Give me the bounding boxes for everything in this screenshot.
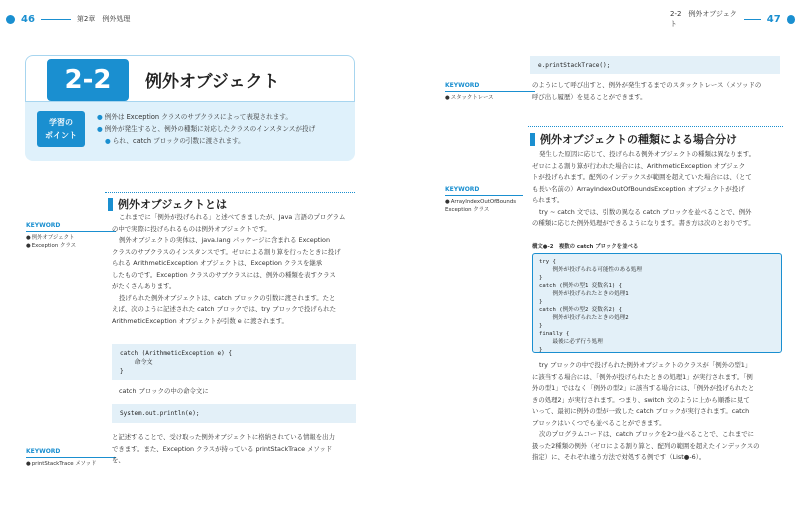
body-paragraph-3: 発生した原因に応じて、投げられる例外オブジェクトの種類は異なります。 ゼロによる割り算が行われた場合には、ArithmeticException オブジェク トが投げられます。配列のインデックスが範囲を超えていた場合には、（とて も長い名前の）ArrayIndexOutOfBoundsException オブジェクトが投げ られます。 try ~ catch 文では、引数の異なる catch ブロックを並べることで、例外 の種類に応じた例外処理ができるようになります。書き方は次のとおりです。 xyxy=(532,150,756,227)
point-item: ● 例外は Exception クラスのサブクラスによって表現されます。 xyxy=(97,111,347,123)
right-page xyxy=(400,0,800,505)
keyword-box-2: KEYWORD ● printStackTrace メソッド xyxy=(26,448,116,468)
body-text-catch: catch ブロックの中の命令文に xyxy=(119,387,209,395)
heading-exception-object: 例外オブジェクトとは xyxy=(108,196,227,212)
section-ref-label: 2-2 例外オブジェクト xyxy=(669,10,737,28)
syntax-listing: try { 例外が投げられる可能性のある処理 } catch (例外の型1 変数名1) { 例外が投げられたときの処理1 } catch (例外の型2 変数名2) { 例外が投げられたときの処理2 } finally { 最後に必ず行う処理 } xyxy=(532,253,782,353)
chapter-label: 第2章 例外処理 xyxy=(76,15,131,23)
keyword-box-4: KEYWORD ● ArrayIndexOutOfBounds Exception クラス xyxy=(445,186,523,214)
right-page-number: 47 xyxy=(766,13,781,25)
page-dot-icon xyxy=(6,15,15,24)
left-running-header xyxy=(6,12,386,26)
point-item: ● 例外が発生すると、例外の種類に対応したクラスのインスタンスが投げ xyxy=(97,123,347,135)
section-number: 2-2 xyxy=(47,59,129,101)
code-block-catch: catch (ArithmeticException e) { 命令文 } xyxy=(112,344,356,380)
code-block-println: System.out.println(e); xyxy=(112,404,356,423)
learning-points-label: 学習の ポイント xyxy=(37,111,85,147)
body-paragraph-stacktrace: のようにして呼び出すと、例外が発生するまでのスタックトレース（メソッドの 呼び出し履歴）を見ることができます。 xyxy=(532,81,762,101)
point-item-cont: ● られ、catch ブロックの引数に渡されます。 xyxy=(97,135,347,147)
listing-caption: 構文●-2 複数の catch ブロックを並べる xyxy=(532,244,639,250)
body-paragraph-2: と記述することで、受け取った例外オブジェクトに格納されている情報を出力 できます。また、Exception クラスが持っている printStackTrace メソッド を、 xyxy=(112,433,335,464)
section-banner xyxy=(25,55,355,161)
body-paragraph-4: try ブロックの中で投げられた例外オブジェクトのクラスが「例外の型1」 に該当する場合には、「例外が投げられたときの処理1」が実行されます。「例 外の型1」ではなく「例外の型2」に該当する場合には、「例外が投げられたと きの処理2」が実行されます。つまり、switch 文のように上から順番に見て いって、最初に例外の型が一致した catch ブロックが実行されます。catch ブロックはいくつでも並べることができます。 次のプログラムコードは、catch ブロックを2つ並べることで、これまでに 扱った2種類の例外（ゼロによる割り算と、配列の範囲を超えたインデックスの 指定）に、それぞれ違う方法で対処する例です（List●-6）。 xyxy=(532,361,760,461)
left-page-number: 46 xyxy=(21,13,35,25)
code-block-printstacktrace: e.printStackTrace(); xyxy=(530,56,780,74)
keyword-box-1: KEYWORD ● 例外オブジェクト ● Exception クラス xyxy=(26,222,116,250)
heading-exception-types: 例外オブジェクトの種類による場合分け xyxy=(530,131,737,147)
body-paragraph-1: これまでに「例外が投げられる」と述べてきましたが、Java 言語のプログラム の中で実際に投げられるものは例外オブジェクトです。 例外オブジェクトの実体は、java.lang パッケージに含まれる Exception クラスのサブクラスのインスタンスです。ゼロによる割り算を行ったときに投げ られる ArithmeticException オブジェクトは、Exception クラスを継承 したものです。Exception クラスのサブクラスには、例外の種類を表すクラス がたくさんあります。 投げられた例外オブジェクトは、catch ブロックの引数に渡されます。たと えば、次のように記述された catch ブロックでは、try ブロックで投げられた ArithmeticException オブジェクトが引数 e に渡されます。 xyxy=(112,213,346,325)
keyword-box-3: KEYWORD ● スタックトレース xyxy=(445,82,535,102)
learning-points xyxy=(97,111,347,147)
right-running-header xyxy=(670,12,795,26)
page-dot-icon xyxy=(787,15,795,24)
section-title: 例外オブジェクト xyxy=(145,72,280,92)
